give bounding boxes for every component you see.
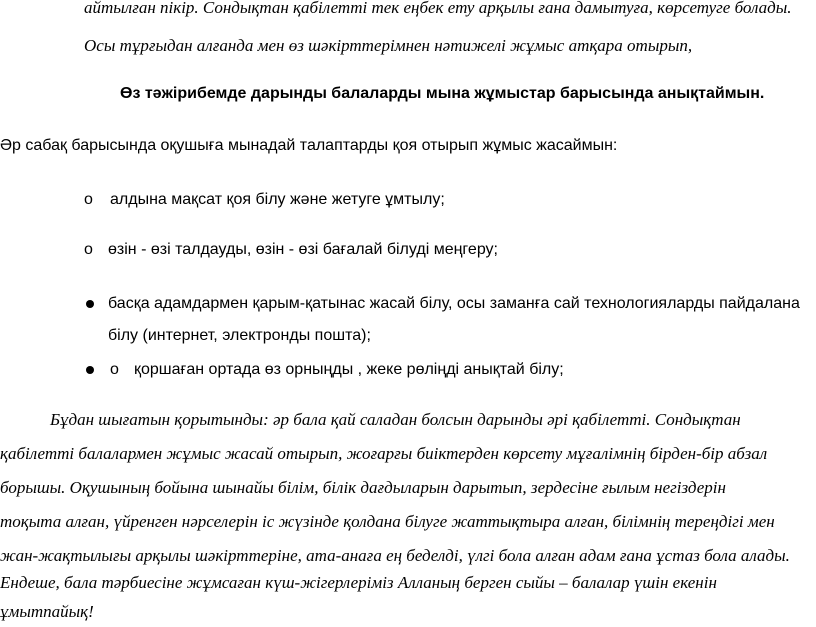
bullet-dot-icon: [86, 366, 94, 374]
conclusion-line-2: қабілетті балалармен жұмыс жасай отырып, жоғарғы биіктерден көрсету мұғалімнің бірден-бір абзал: [0, 444, 768, 463]
list-marker-circle: o: [84, 191, 93, 208]
conclusion-line-7: ұмытпайық!: [0, 602, 94, 621]
conclusion-line-5: жан-жақтылығы арқылы шәкірттеріне, ата-анаға ең беделді, үлгі бола алған адам ғана ұстаз бола алады.: [0, 546, 790, 565]
conclusion-line-4: тоқыта алған, үйренген нәрселерін іс жүзінде қолдана білуге жаттықтыра алған, білімнің тереңдігі мен: [0, 512, 775, 531]
list-item-3-line-2: білу (интернет, электронды пошта);: [108, 327, 371, 344]
list-item-1: алдына мақсат қоя білу және жетуге ұмтылу;: [110, 191, 445, 208]
conclusion-line-1: Бұдан шығатын қорытынды: әр бала қай саладан болсын дарынды әрі қабілетті. Сондықтан: [50, 410, 741, 429]
intro-line-1: айтылған пікір. Сондықтан қабілетті тек еңбек ету арқылы ғана дамытуға, көрсетуге болады.: [84, 0, 792, 17]
conclusion-line-3: борышы. Оқушының бойына шынайы білім, білік дағдыларын дарытып, зердесіне ғылым негіздерін: [0, 478, 726, 497]
section-heading: Өз тәжірибемде дарынды балаларды мына жұмыстар барысында анықтаймын.: [120, 85, 765, 102]
list-marker-circle: o: [84, 241, 93, 258]
conclusion-line-6: Ендеше, бала тәрбиесіне жұмсаған күш-жігерлеріміз Алланың берген сыйы – балалар үшін екенін: [0, 573, 717, 592]
list-item-4: қоршаған ортада өз орныңды , жеке рөліңді анықтай білу;: [134, 361, 564, 378]
list-item-2: өзін - өзі талдауды, өзін - өзі бағалай білуді меңгеру;: [108, 241, 498, 258]
bullet-dot-icon: [86, 300, 94, 308]
lead-text: Әр сабақ барысында оқушыға мынадай талаптарды қоя отырып жұмыс жасаймын:: [0, 137, 618, 154]
list-marker-circle: o: [110, 361, 119, 378]
intro-line-2: Осы тұрғыдан алғанда мен өз шәкірттерімнен нәтижелі жұмыс атқара отырып,: [84, 36, 693, 55]
list-item-3-line-1: басқа адамдармен қарым-қатынас жасай білу, осы заманға сай технологияларды пайдалана: [108, 295, 800, 312]
